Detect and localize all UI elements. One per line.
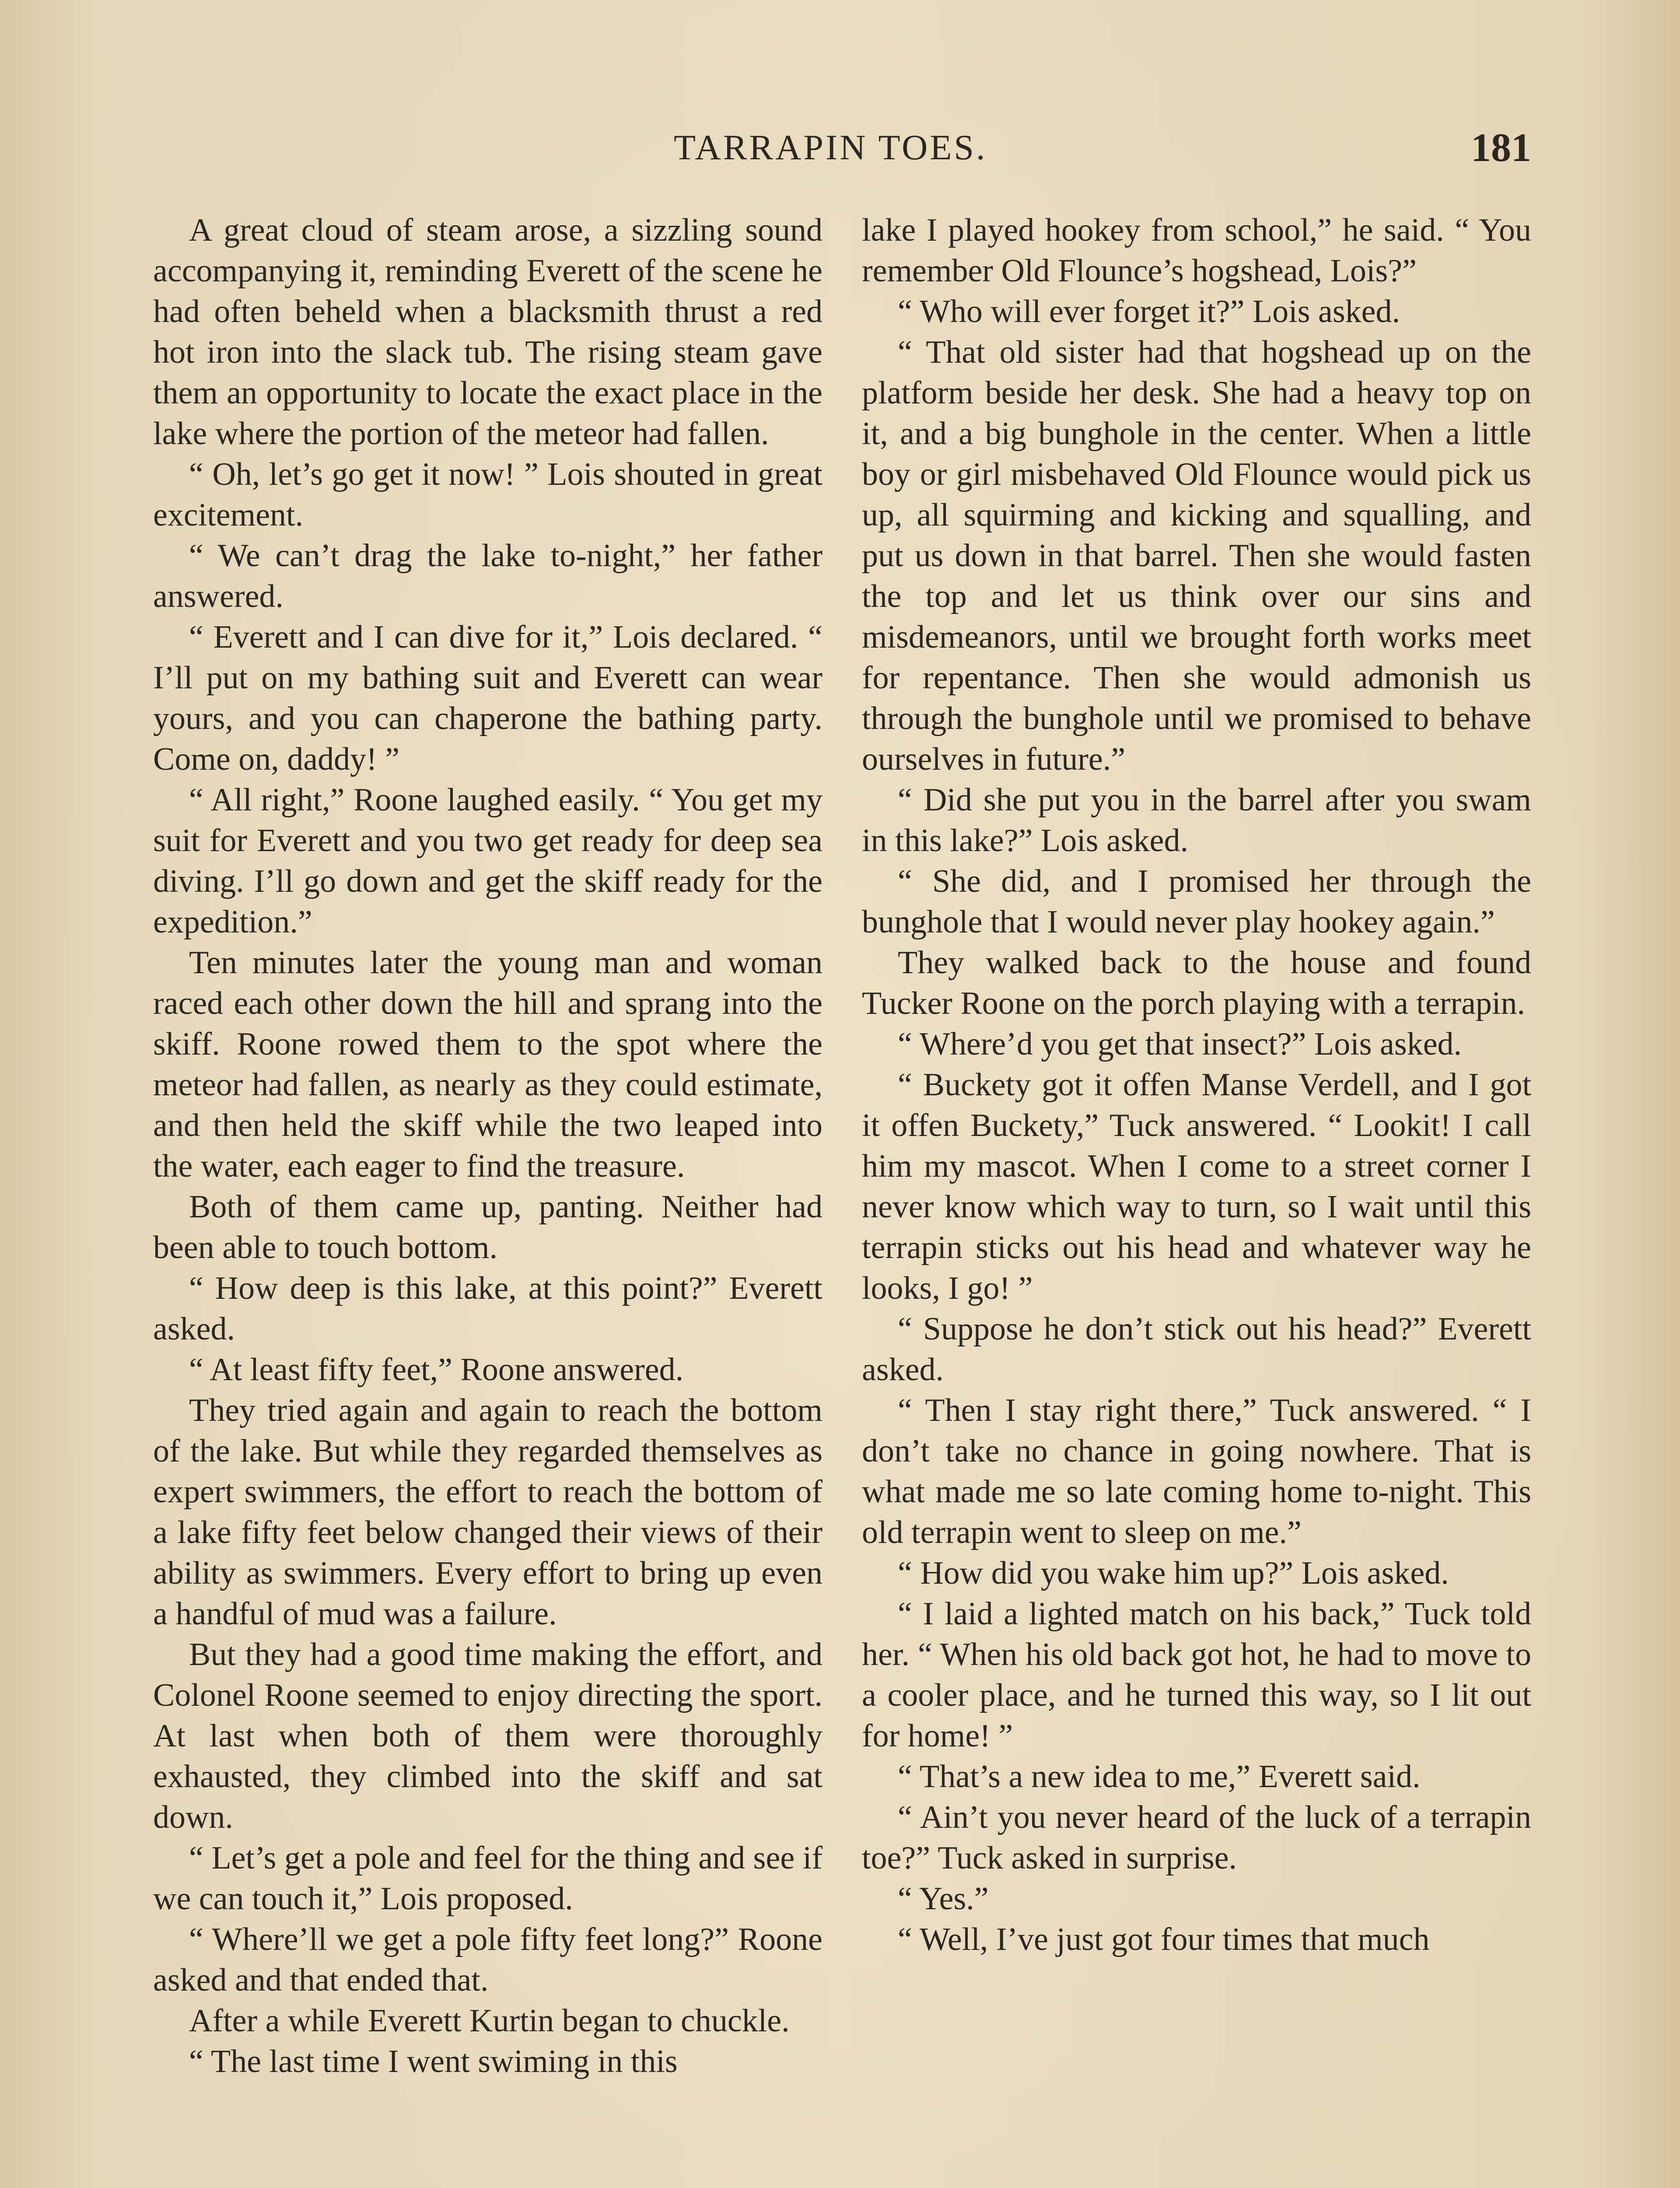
- right-column: [862, 210, 1531, 1960]
- page-number: 181: [1471, 125, 1531, 170]
- paragraph: “ Suppose he don’t stick out his head?” Everett asked.: [862, 1311, 1531, 1388]
- paragraph: “ Yes.”: [898, 1881, 989, 1917]
- paragraph: “ At least fifty feet,” Roone answered.: [189, 1352, 684, 1388]
- paragraph: “ Where’d you get that insect?” Lois asked.: [898, 1026, 1462, 1062]
- paragraph: “ Ain’t you never heard of the luck of a terrapin toe?” Tuck asked in surprise.: [862, 1799, 1531, 1876]
- paragraph: “ How did you wake him up?” Lois asked.: [898, 1555, 1449, 1591]
- paragraph: “ I laid a lighted match on his back,” Tuck told her. “ When his old back got hot, he had to move to a cooler place, and he turned this way, so I lit out for home! ”: [862, 1596, 1531, 1754]
- paragraph: “ The last time I went swiming in this: [189, 2044, 678, 2079]
- page-header: [0, 127, 1680, 184]
- paragraph: They tried again and again to reach the bottom of the lake. But while they regarded themselves as expert swimmers, the effort to reach the bottom of a lake fifty feet below changed their views of their ability as swimmers. Every effort to bring up even a handful of mud was a failure.: [153, 1392, 822, 1632]
- paragraph: “ How deep is this lake, at this point?” Everett asked.: [153, 1270, 822, 1347]
- paragraph: They walked back to the house and found Tucker Roone on the porch playing with a terrapin.: [862, 945, 1531, 1021]
- paragraph: “ That old sister had that hogshead up on the platform beside her desk. She had a heavy top on it, and a big bunghole in the center. When a little boy or girl misbehaved Old Flounce would pick us up, all squirming and kicking and squalling, and put us down in that barrel. Then she would fasten the top and let us think over our sins and misdemeanors, until we brought forth works meet for repentance. Then she would admonish us through the bunghole until we promised to behave ourselves in future.”: [862, 334, 1531, 777]
- paragraph: But they had a good time making the effort, and Colonel Roone seemed to enjoy directing the sport. At last when both of them were thoroughly exhausted, they climbed into the skiff and sat down.: [153, 1637, 822, 1835]
- paragraph: “ Let’s get a pole and feel for the thing and see if we can touch it,” Lois proposed.: [153, 1840, 822, 1917]
- running-title: TARRAPIN TOES.: [674, 127, 987, 167]
- paragraph: “ Then I stay right there,” Tuck answered. “ I don’t take no chance in going nowhere. That is what made me so late coming home to-night. This old terrapin went to sleep on me.”: [862, 1392, 1531, 1550]
- paragraph: “ Did she put you in the barrel after you swam in this lake?” Lois asked.: [862, 782, 1531, 859]
- paragraph: “ Who will ever forget it?” Lois asked.: [898, 294, 1400, 330]
- paragraph: A great cloud of steam arose, a sizzling sound accompanying it, reminding Everett of the scene he had often beheld when a blacksmith thrust a red hot iron into the slack tub. The rising steam gave them an opportunity to locate the exact place in the lake where the portion of the meteor had fallen.: [153, 212, 822, 452]
- paragraph: Ten minutes later the young man and woman raced each other down the hill and sprang into the skiff. Roone rowed them to the spot where the meteor had fallen, as nearly as they could estimate, and then held the skiff while the two leaped into the water, each eager to find the treasure.: [153, 945, 822, 1184]
- paragraph: “ She did, and I promised her through the bunghole that I would never play hookey again.”: [862, 863, 1531, 940]
- paragraph-continued: lake I played hookey from school,” he said. “ You remember Old Flounce’s hogshead, Lois?”: [862, 212, 1531, 289]
- paragraph: “ Oh, let’s go get it now! ” Lois shouted in great excitement.: [153, 456, 822, 533]
- left-column: [153, 210, 822, 2082]
- paragraph: After a while Everett Kurtin began to chuckle.: [189, 2003, 790, 2039]
- paragraph: “ Everett and I can dive for it,” Lois declared. “ I’ll put on my bathing suit and Everett can wear yours, and you can chaperone the bathing party. Come on, daddy! ”: [153, 619, 822, 777]
- paragraph: “ All right,” Roone laughed easily. “ You get my suit for Everett and you two get ready for deep sea diving. I’ll go down and get the skiff ready for the expedition.”: [153, 782, 822, 940]
- paragraph: Both of them came up, panting. Neither had been able to touch bottom.: [153, 1189, 822, 1266]
- paragraph: “ We can’t drag the lake to-night,” her father answered.: [153, 538, 822, 614]
- paragraph: “ Where’ll we get a pole fifty feet long?” Roone asked and that ended that.: [153, 1922, 822, 1998]
- paragraph: “ That’s a new idea to me,” Everett said.: [898, 1759, 1421, 1795]
- paragraph: “ Buckety got it offen Manse Verdell, and I got it offen Buckety,” Tuck answered. “ Lookit! I call him my mascot. When I come to a street corner I never know which way to turn, so I wait until this terrapin sticks out his head and whatever way he looks, I go! ”: [862, 1067, 1531, 1306]
- paragraph: “ Well, I’ve just got four times that much: [898, 1922, 1430, 1957]
